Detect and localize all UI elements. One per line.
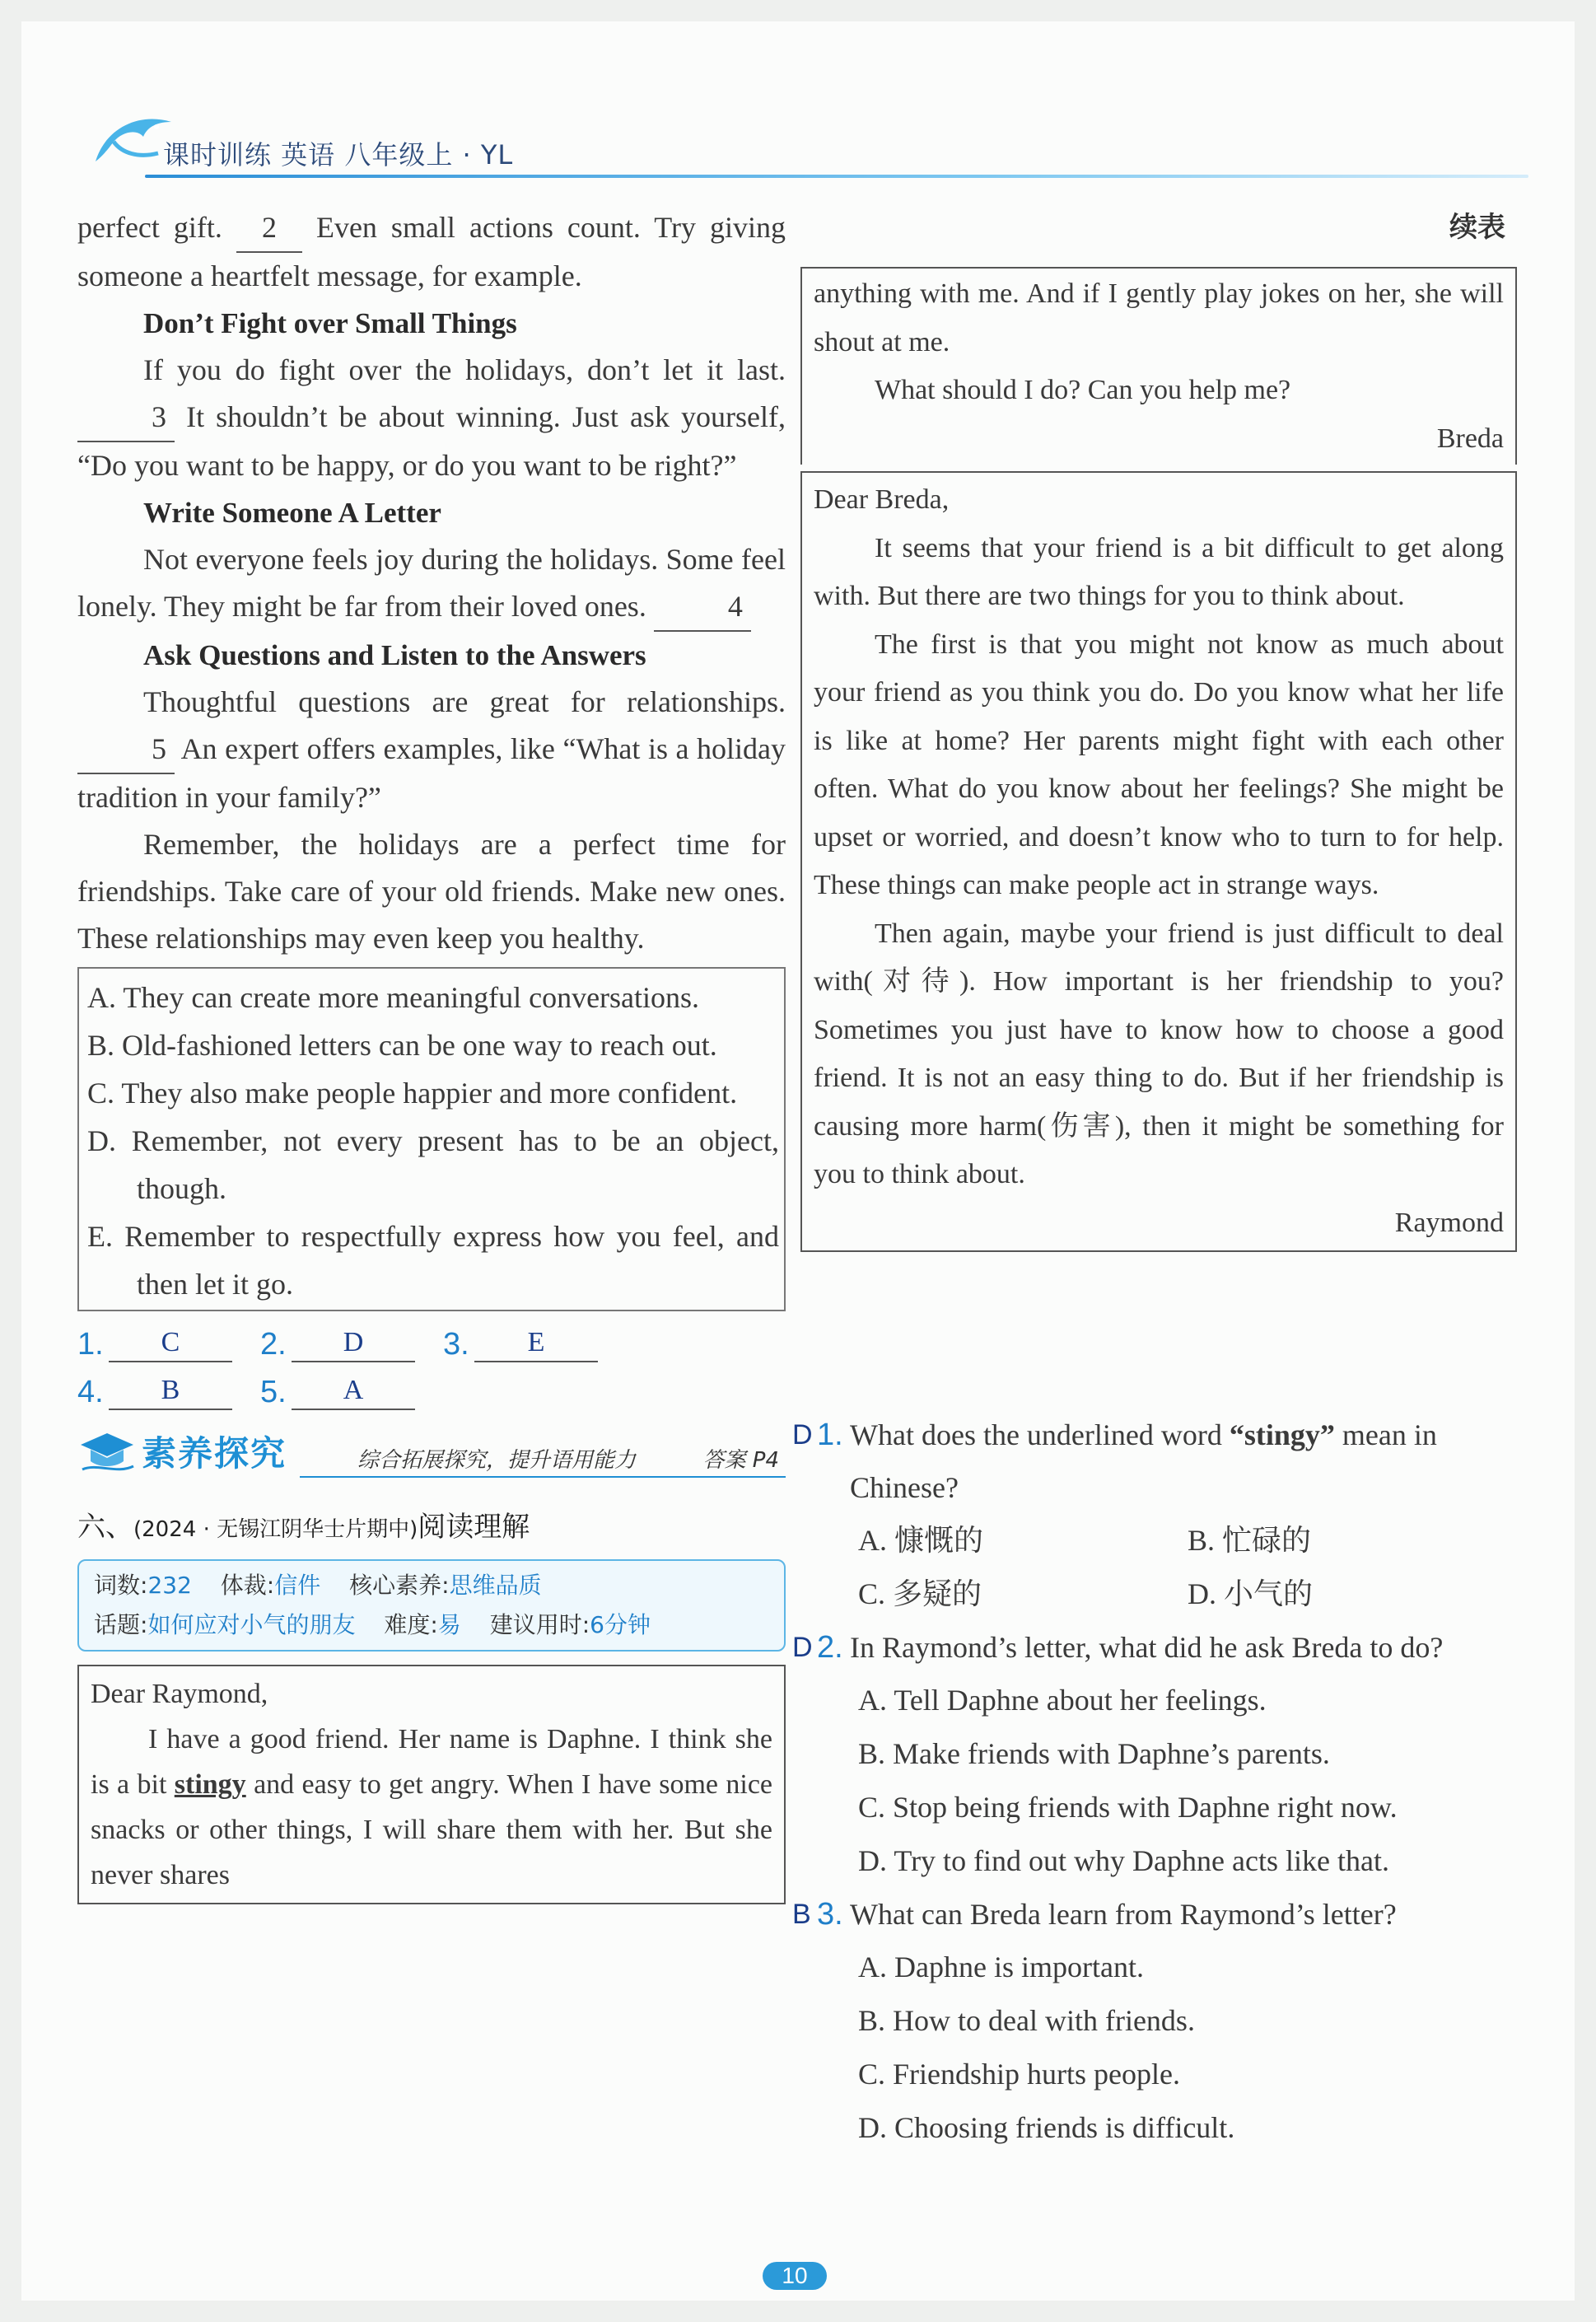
genre: 信件 (274, 1572, 321, 1599)
letter-box (77, 1665, 786, 1904)
choice[interactable]: D. Try to find out why Daphne acts like that. (858, 1844, 1389, 1877)
blank-2: 2 (236, 204, 302, 253)
choice[interactable]: A. 慷慨的 (858, 1524, 983, 1557)
answer-number: 2. (260, 1327, 287, 1362)
choice[interactable]: C. Friendship hurts people. (858, 2058, 1180, 2091)
question-stem: B 3. What can Breda learn from Raymond’s letter? (792, 1888, 1517, 1941)
letter-body: I have a good friend. Her name is Daphne. I think she is a bit stingy and easy to get angry. When I have some nice snacks or other things, I will share them with her. But she never shares (91, 1724, 773, 1890)
left-column (77, 204, 786, 1904)
blank-4: 4 (654, 583, 751, 632)
answer-row (77, 1315, 786, 1362)
question-number: 3. (817, 1897, 843, 1932)
choice[interactable]: A. Tell Daphne about her feelings. (858, 1684, 1267, 1717)
choice-row (792, 1514, 1517, 1567)
blank-3: 3 (77, 394, 175, 442)
header-divider (145, 175, 1528, 178)
subheading: Don’t Fight over Small Things (143, 307, 517, 339)
choice[interactable]: A. Daphne is important. (858, 1951, 1144, 1983)
section-banner (77, 1422, 786, 1488)
question-number: 2. (817, 1630, 843, 1665)
continued-label: 续表 (1449, 211, 1505, 244)
letter-paragraph: It seems that your friend is a bit difficult to get along with. But there are two things for you to think about. (814, 532, 1504, 611)
answer-mark: D (792, 1632, 813, 1663)
paragraph: If you do fight over the holidays, don’t let it last. 3 It shouldn’t be about winning. Just ask yourself, “Do you want to be happy, or do you want to be right?” (77, 353, 786, 482)
option-e: E. Remember to respectfully express how you feel, and then let it go. (87, 1220, 779, 1301)
choice[interactable]: C. Stop being friends with Daphne right now. (858, 1791, 1398, 1824)
letter-greeting: Dear Raymond, (91, 1679, 268, 1709)
core-literacy: 思维品质 (449, 1572, 542, 1599)
reply-letter-box (800, 471, 1517, 1252)
option-b: B. Old-fashioned letters can be one way to reach out. (87, 1029, 717, 1062)
answer-number: 3. (443, 1327, 469, 1362)
answer-blank[interactable]: D (292, 1325, 415, 1362)
word-count: 232 (147, 1572, 192, 1599)
answer-blank[interactable]: C (109, 1325, 232, 1362)
answer-row (77, 1362, 786, 1410)
choice[interactable]: D. Choosing friends is difficult. (858, 2111, 1235, 2144)
answer-reference: 答案 P4 (702, 1448, 779, 1473)
page-header (21, 21, 1575, 178)
answer-number: 5. (260, 1375, 287, 1409)
options-box (77, 967, 786, 1311)
workbook-page (21, 21, 1575, 2301)
page-number: 10 (763, 2262, 827, 2290)
choice-row (792, 1567, 1517, 1621)
paragraph: Thoughtful questions are great for relationships. 5 An expert offers examples, like “What is a holiday tradition in your family?” (77, 685, 786, 814)
answer-number: 4. (77, 1375, 104, 1409)
answer-blank[interactable]: A (292, 1372, 415, 1410)
question-number: 1. (817, 1418, 843, 1452)
choice[interactable]: C. 多疑的 (858, 1577, 982, 1610)
letter-body: anything with me. And if I gently play jokes on her, she will shout at me. (814, 278, 1504, 357)
book-title: 课时训练 英语 八年级上 · YL (163, 139, 514, 171)
graduation-cap-icon (77, 1427, 137, 1476)
option-d: D. Remember, not every present has to be an object, though. (87, 1124, 779, 1205)
choice[interactable]: B. How to deal with friends. (858, 2004, 1195, 2037)
topic: 如何应对小气的朋友 (147, 1611, 356, 1638)
underlined-word: stingy (174, 1769, 246, 1800)
question-stem: D 1. What does the underlined word “stingy” mean in Chinese? (792, 1409, 1517, 1514)
answer-blank[interactable]: E (474, 1325, 598, 1362)
blank-5: 5 (77, 726, 175, 774)
letter-question: What should I do? Can you help me? (875, 375, 1291, 405)
banner-subtitle: 综合拓展探究，提升语用能力 (357, 1448, 637, 1473)
banner-title: 素养探究 (142, 1433, 287, 1474)
letter-signature: Raymond (1394, 1207, 1504, 1238)
letter-greeting: Dear Breda, (814, 484, 950, 515)
answer-mark: D (792, 1419, 813, 1451)
subheading: Ask Questions and Listen to the Answers (143, 639, 646, 671)
option-c: C. They also make people happier and more confident. (87, 1077, 738, 1110)
answer-blank[interactable]: B (109, 1372, 232, 1410)
suggested-time: 6分钟 (590, 1611, 651, 1638)
letter-paragraph: Then again, maybe your friend is just difficult to deal with(对待). How important is her friendship to you? Sometimes you just have to know how to choose a good friend. It is not an easy thing to do. But if her friendship is causing more harm(伤害), then it might be something for you to think about. (814, 918, 1504, 1189)
question-stem: D 2. In Raymond’s letter, what did he ask Breda to do? (792, 1621, 1517, 1674)
answer-mark: B (792, 1899, 811, 1930)
paragraph: Not everyone feels joy during the holidays. Some feel lonely. They might be far from their loved ones. 4 (77, 536, 786, 632)
answer-number: 1. (77, 1327, 104, 1362)
subheading: Write Someone A Letter (143, 497, 441, 529)
banner-underline (300, 1476, 786, 1478)
paragraph: perfect gift. 2 Even small actions count. Try giving someone a heartfelt message, for example. (77, 204, 786, 300)
letter-paragraph: The first is that you might not know as much about your friend as you think you do. Do you know what her life is like at home? Her parents might fight with each other often. What do you know about her feelings? She might be upset or worried, and doesn’t know who to turn to for help. These things can make people act in strange ways. (814, 628, 1504, 900)
option-a: A. They can create more meaningful conversations. (87, 981, 700, 1014)
letter-continuation-box (800, 267, 1517, 465)
reading-info-box: 词数:232 体裁:信件 核心素养:思维品质 话题:如何应对小气的朋友 难度:易 建议用时:6分钟 (77, 1559, 786, 1652)
paragraph: Remember, the holidays are a perfect time for friendships. Take care of your old friends. Make new ones. These relationships may even keep you healthy. (77, 828, 786, 955)
difficulty: 易 (437, 1611, 461, 1638)
source-note: (2024 · 无锡江阴华士片期中) (133, 1517, 418, 1542)
choice[interactable]: B. 忙碌的 (1188, 1524, 1312, 1557)
section-title: 六、(2024 · 无锡江阴华士片期中)阅读理解 (77, 1511, 530, 1544)
letter-signature: Breda (1436, 423, 1504, 454)
choice[interactable]: B. Make friends with Daphne’s parents. (858, 1737, 1330, 1770)
choice[interactable]: D. 小气的 (1188, 1577, 1313, 1610)
question-list (792, 1409, 1517, 2155)
